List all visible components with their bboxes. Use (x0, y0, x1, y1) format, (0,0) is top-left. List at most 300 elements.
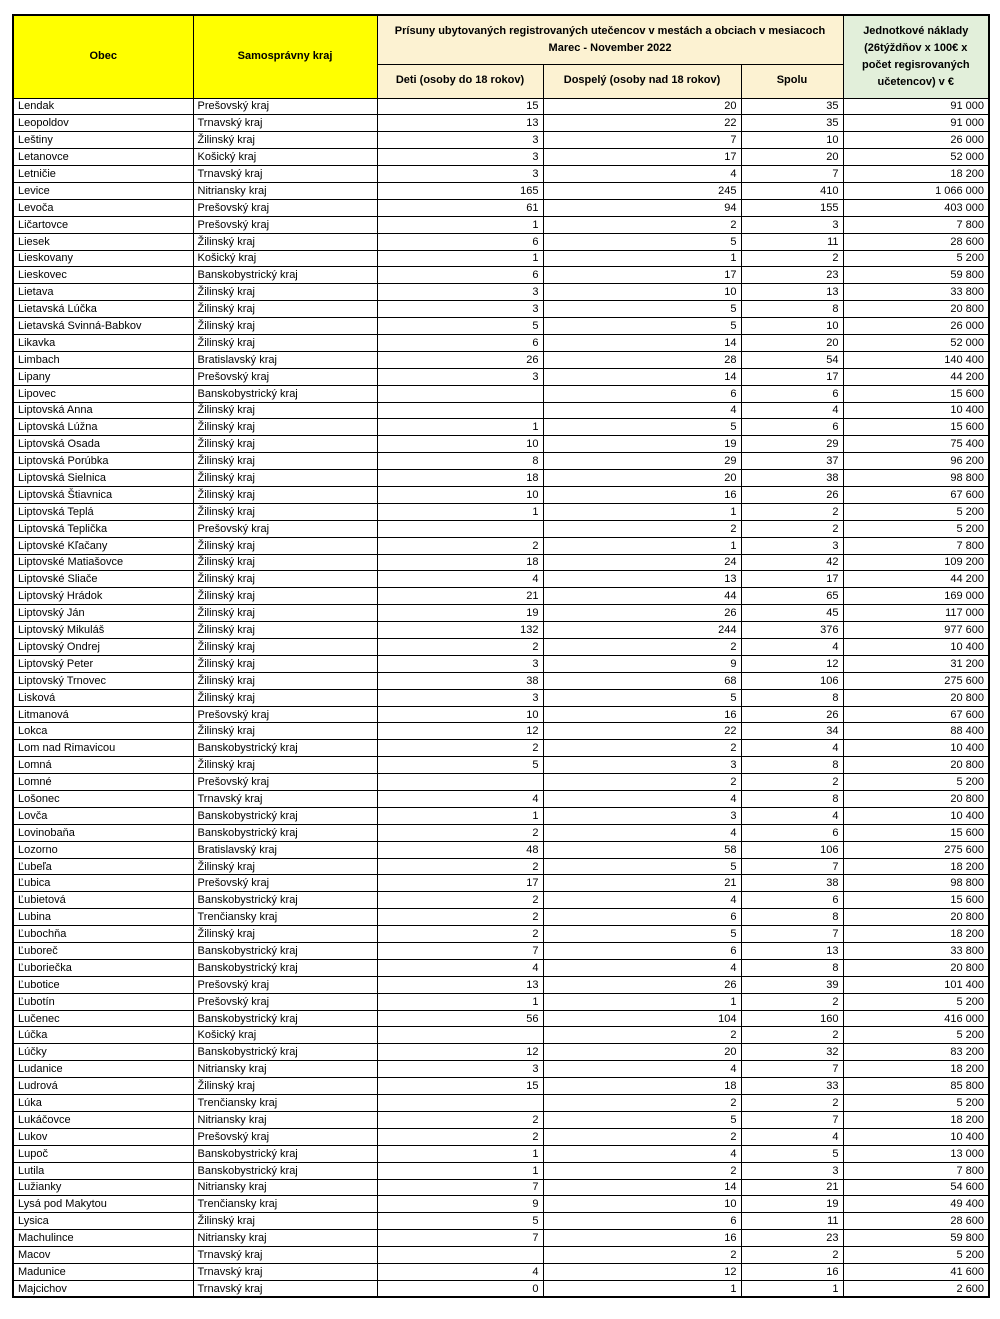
cell-spolu: 2 (741, 1247, 843, 1264)
cell-dospely: 20 (543, 1044, 741, 1061)
cell-spolu: 4 (741, 639, 843, 656)
cell-kraj: Trnavský kraj (193, 791, 377, 808)
cell-obec: Lokca (13, 723, 193, 740)
cell-dospely: 68 (543, 672, 741, 689)
cell-deti: 4 (377, 959, 543, 976)
table-row (13, 216, 989, 233)
header-jednotkove-naklady: Jednotkové náklady (26týždňov x 100€ x počet regisrovaných učetencov) v € (843, 15, 989, 98)
table-row (13, 250, 989, 267)
cell-obec: Lovča (13, 807, 193, 824)
cell-kraj: Žilinský kraj (193, 402, 377, 419)
cell-dospely: 24 (543, 554, 741, 571)
table-row (13, 149, 989, 166)
cell-obec: Lipany (13, 368, 193, 385)
cell-naklady: 101 400 (843, 976, 989, 993)
cell-deti: 18 (377, 470, 543, 487)
cell-kraj: Trenčiansky kraj (193, 1196, 377, 1213)
cell-dospely: 28 (543, 351, 741, 368)
cell-naklady: 18 200 (843, 1111, 989, 1128)
cell-naklady: 18 200 (843, 858, 989, 875)
table-row (13, 774, 989, 791)
cell-naklady: 52 000 (843, 149, 989, 166)
cell-kraj: Banskobystrický kraj (193, 740, 377, 757)
cell-deti: 5 (377, 1213, 543, 1230)
cell-dospely: 4 (543, 791, 741, 808)
table-row (13, 1280, 989, 1297)
cell-kraj: Banskobystrický kraj (193, 1162, 377, 1179)
table-row (13, 419, 989, 436)
cell-obec: Lučenec (13, 1010, 193, 1027)
cell-deti: 1 (377, 1162, 543, 1179)
cell-naklady: 18 200 (843, 1061, 989, 1078)
table-row (13, 757, 989, 774)
table-row (13, 791, 989, 808)
cell-naklady: 5 200 (843, 520, 989, 537)
cell-spolu: 42 (741, 554, 843, 571)
cell-naklady: 977 600 (843, 622, 989, 639)
cell-obec: Leopoldov (13, 115, 193, 132)
cell-spolu: 13 (741, 284, 843, 301)
table-row (13, 470, 989, 487)
cell-obec: Litmanová (13, 706, 193, 723)
cell-dospely: 16 (543, 1230, 741, 1247)
cell-dospely: 1 (543, 503, 741, 520)
cell-spolu: 8 (741, 959, 843, 976)
table-row (13, 1010, 989, 1027)
cell-kraj: Nitriansky kraj (193, 182, 377, 199)
table-row (13, 554, 989, 571)
cell-kraj: Žilinský kraj (193, 470, 377, 487)
cell-naklady: 91 000 (843, 115, 989, 132)
cell-naklady: 28 600 (843, 233, 989, 250)
cell-dospely: 4 (543, 1061, 741, 1078)
cell-obec: Liptovská Štiavnica (13, 486, 193, 503)
cell-kraj: Žilinský kraj (193, 571, 377, 588)
cell-kraj: Žilinský kraj (193, 436, 377, 453)
cell-deti: 48 (377, 841, 543, 858)
cell-spolu: 2 (741, 1027, 843, 1044)
table-row (13, 1111, 989, 1128)
cell-naklady: 275 600 (843, 672, 989, 689)
cell-naklady: 85 800 (843, 1078, 989, 1095)
cell-obec: Ľubochňa (13, 926, 193, 943)
cell-dospely: 5 (543, 233, 741, 250)
cell-naklady: 10 400 (843, 402, 989, 419)
cell-naklady: 10 400 (843, 1128, 989, 1145)
cell-obec: Lužianky (13, 1179, 193, 1196)
cell-naklady: 98 800 (843, 875, 989, 892)
cell-deti: 6 (377, 334, 543, 351)
cell-dospely: 6 (543, 385, 741, 402)
cell-kraj: Košický kraj (193, 250, 377, 267)
cell-dospely: 94 (543, 199, 741, 216)
table-row (13, 385, 989, 402)
cell-spolu: 23 (741, 1230, 843, 1247)
cell-spolu: 8 (741, 909, 843, 926)
cell-naklady: 15 600 (843, 824, 989, 841)
cell-naklady: 2 600 (843, 1280, 989, 1297)
cell-spolu: 20 (741, 334, 843, 351)
cell-deti: 2 (377, 1128, 543, 1145)
cell-spolu: 6 (741, 419, 843, 436)
cell-naklady: 1 066 000 (843, 182, 989, 199)
cell-deti: 6 (377, 233, 543, 250)
cell-dospely: 104 (543, 1010, 741, 1027)
cell-obec: Lom nad Rimavicou (13, 740, 193, 757)
cell-spolu: 5 (741, 1145, 843, 1162)
cell-dospely: 10 (543, 1196, 741, 1213)
cell-obec: Levoča (13, 199, 193, 216)
cell-dospely: 12 (543, 1263, 741, 1280)
table-row (13, 199, 989, 216)
cell-obec: Lietava (13, 284, 193, 301)
cell-spolu: 11 (741, 233, 843, 250)
cell-dospely: 21 (543, 875, 741, 892)
cell-spolu: 106 (741, 672, 843, 689)
cell-kraj: Prešovský kraj (193, 993, 377, 1010)
cell-deti: 12 (377, 1044, 543, 1061)
table-row (13, 622, 989, 639)
cell-naklady: 41 600 (843, 1263, 989, 1280)
header-group-prisuny: Prísuny ubytovaných registrovaných utečencov v mestách a obciach v mesiacoch Marec - November 2022 (377, 15, 843, 64)
cell-deti (377, 1027, 543, 1044)
cell-spolu: 4 (741, 1128, 843, 1145)
cell-naklady: 20 800 (843, 757, 989, 774)
cell-dospely: 14 (543, 368, 741, 385)
cell-obec: Ľubotín (13, 993, 193, 1010)
cell-spolu: 376 (741, 622, 843, 639)
table-row (13, 267, 989, 284)
cell-deti: 15 (377, 98, 543, 115)
cell-deti: 3 (377, 368, 543, 385)
cell-dospely: 58 (543, 841, 741, 858)
cell-kraj: Žilinský kraj (193, 1078, 377, 1095)
cell-deti: 3 (377, 689, 543, 706)
cell-kraj: Nitriansky kraj (193, 1179, 377, 1196)
cell-spolu: 35 (741, 115, 843, 132)
table-body (13, 98, 989, 1297)
cell-deti: 165 (377, 182, 543, 199)
cell-deti: 10 (377, 486, 543, 503)
cell-naklady: 7 800 (843, 537, 989, 554)
cell-kraj: Žilinský kraj (193, 672, 377, 689)
cell-dospely: 5 (543, 858, 741, 875)
cell-naklady: 59 800 (843, 1230, 989, 1247)
cell-dospely: 2 (543, 639, 741, 656)
cell-kraj: Nitriansky kraj (193, 1061, 377, 1078)
cell-obec: Liptovská Teplá (13, 503, 193, 520)
table-row (13, 318, 989, 335)
cell-spolu: 38 (741, 875, 843, 892)
cell-naklady: 7 800 (843, 1162, 989, 1179)
cell-kraj: Prešovský kraj (193, 520, 377, 537)
cell-dospely: 26 (543, 976, 741, 993)
cell-dospely: 26 (543, 605, 741, 622)
cell-dospely: 2 (543, 1128, 741, 1145)
cell-naklady: 5 200 (843, 250, 989, 267)
cell-deti: 2 (377, 892, 543, 909)
cell-dospely: 2 (543, 1247, 741, 1264)
cell-deti: 2 (377, 740, 543, 757)
cell-obec: Ľubietová (13, 892, 193, 909)
cell-dospely: 5 (543, 1111, 741, 1128)
cell-obec: Ludanice (13, 1061, 193, 1078)
cell-spolu: 2 (741, 993, 843, 1010)
cell-deti: 2 (377, 858, 543, 875)
cell-naklady: 33 800 (843, 943, 989, 960)
cell-obec: Lieskovec (13, 267, 193, 284)
cell-kraj: Žilinský kraj (193, 622, 377, 639)
cell-kraj: Žilinský kraj (193, 554, 377, 571)
header-samospravny-kraj: Samosprávny kraj (193, 15, 377, 98)
cell-naklady: 98 800 (843, 470, 989, 487)
cell-spolu: 3 (741, 1162, 843, 1179)
table-row (13, 334, 989, 351)
cell-obec: Ľubotice (13, 976, 193, 993)
cell-dospely: 7 (543, 132, 741, 149)
cell-dospely: 20 (543, 98, 741, 115)
cell-kraj: Prešovský kraj (193, 216, 377, 233)
cell-obec: Lukáčovce (13, 1111, 193, 1128)
cell-kraj: Žilinský kraj (193, 1213, 377, 1230)
cell-kraj: Žilinský kraj (193, 757, 377, 774)
table-row (13, 993, 989, 1010)
table-row (13, 588, 989, 605)
cell-kraj: Prešovský kraj (193, 98, 377, 115)
table-row (13, 486, 989, 503)
cell-obec: Macov (13, 1247, 193, 1264)
table-row (13, 1128, 989, 1145)
cell-naklady: 403 000 (843, 199, 989, 216)
cell-dospely: 4 (543, 402, 741, 419)
table-row (13, 1247, 989, 1264)
cell-naklady: 5 200 (843, 503, 989, 520)
table-header (13, 15, 989, 98)
cell-obec: Liptovská Porúbka (13, 453, 193, 470)
cell-kraj: Prešovský kraj (193, 976, 377, 993)
document-page (12, 14, 990, 1298)
cell-deti: 61 (377, 199, 543, 216)
cell-naklady: 169 000 (843, 588, 989, 605)
cell-dospely: 29 (543, 453, 741, 470)
table-row (13, 1145, 989, 1162)
cell-spolu: 4 (741, 402, 843, 419)
cell-dospely: 2 (543, 1027, 741, 1044)
cell-deti (377, 774, 543, 791)
table-row (13, 436, 989, 453)
cell-dospely: 2 (543, 216, 741, 233)
table-row (13, 571, 989, 588)
cell-kraj: Banskobystrický kraj (193, 807, 377, 824)
cell-obec: Liptovská Osada (13, 436, 193, 453)
cell-naklady: 18 200 (843, 166, 989, 183)
table-row (13, 672, 989, 689)
table-row (13, 909, 989, 926)
cell-kraj: Žilinský kraj (193, 605, 377, 622)
table-row (13, 1162, 989, 1179)
cell-spolu: 2 (741, 774, 843, 791)
cell-kraj: Banskobystrický kraj (193, 1044, 377, 1061)
cell-deti: 1 (377, 1145, 543, 1162)
cell-spolu: 8 (741, 689, 843, 706)
cell-deti (377, 1247, 543, 1264)
cell-spolu: 2 (741, 520, 843, 537)
cell-naklady: 140 400 (843, 351, 989, 368)
cell-naklady: 83 200 (843, 1044, 989, 1061)
cell-deti: 2 (377, 824, 543, 841)
cell-naklady: 52 000 (843, 334, 989, 351)
cell-spolu: 106 (741, 841, 843, 858)
table-row (13, 976, 989, 993)
cell-dospely: 4 (543, 1145, 741, 1162)
cell-kraj: Žilinský kraj (193, 233, 377, 250)
cell-spolu: 7 (741, 166, 843, 183)
cell-kraj: Trnavský kraj (193, 1263, 377, 1280)
cell-naklady: 20 800 (843, 689, 989, 706)
table-row (13, 1196, 989, 1213)
table-row (13, 351, 989, 368)
cell-naklady: 26 000 (843, 318, 989, 335)
cell-deti: 2 (377, 1111, 543, 1128)
cell-obec: Liesek (13, 233, 193, 250)
cell-naklady: 5 200 (843, 774, 989, 791)
cell-kraj: Žilinský kraj (193, 132, 377, 149)
cell-obec: Lomné (13, 774, 193, 791)
cell-spolu: 17 (741, 571, 843, 588)
table-row (13, 402, 989, 419)
cell-kraj: Žilinský kraj (193, 655, 377, 672)
table-row (13, 537, 989, 554)
table-row (13, 740, 989, 757)
cell-naklady: 26 000 (843, 132, 989, 149)
cell-naklady: 15 600 (843, 892, 989, 909)
cell-dospely: 2 (543, 1162, 741, 1179)
cell-naklady: 5 200 (843, 1247, 989, 1264)
cell-kraj: Banskobystrický kraj (193, 385, 377, 402)
cell-spolu: 21 (741, 1179, 843, 1196)
table-row (13, 723, 989, 740)
cell-dospely: 10 (543, 284, 741, 301)
cell-obec: Likavka (13, 334, 193, 351)
cell-obec: Limbach (13, 351, 193, 368)
cell-kraj: Žilinský kraj (193, 689, 377, 706)
cell-dospely: 5 (543, 419, 741, 436)
cell-obec: Liptovský Trnovec (13, 672, 193, 689)
cell-dospely: 14 (543, 1179, 741, 1196)
cell-dospely: 244 (543, 622, 741, 639)
cell-dospely: 1 (543, 250, 741, 267)
cell-kraj: Banskobystrický kraj (193, 892, 377, 909)
cell-deti: 1 (377, 250, 543, 267)
cell-spolu: 6 (741, 385, 843, 402)
cell-deti (377, 402, 543, 419)
table-row (13, 1027, 989, 1044)
cell-dospely: 3 (543, 757, 741, 774)
cell-naklady: 33 800 (843, 284, 989, 301)
cell-kraj: Žilinský kraj (193, 486, 377, 503)
table-row (13, 1044, 989, 1061)
cell-deti: 3 (377, 301, 543, 318)
cell-spolu: 39 (741, 976, 843, 993)
cell-spolu: 33 (741, 1078, 843, 1095)
cell-kraj: Trnavský kraj (193, 115, 377, 132)
cell-obec: Lovinobaňa (13, 824, 193, 841)
table-row (13, 1095, 989, 1112)
cell-kraj: Žilinský kraj (193, 284, 377, 301)
cell-naklady: 96 200 (843, 453, 989, 470)
cell-obec: Ľuboriečka (13, 959, 193, 976)
cell-dospely: 5 (543, 926, 741, 943)
cell-dospely: 16 (543, 486, 741, 503)
table-row (13, 1078, 989, 1095)
table-row (13, 841, 989, 858)
cell-obec: Liptovské Kľačany (13, 537, 193, 554)
cell-deti (377, 1095, 543, 1112)
cell-kraj: Prešovský kraj (193, 199, 377, 216)
cell-naklady: 67 600 (843, 486, 989, 503)
cell-kraj: Žilinský kraj (193, 334, 377, 351)
cell-dospely: 3 (543, 807, 741, 824)
cell-kraj: Žilinský kraj (193, 503, 377, 520)
cell-spolu: 8 (741, 301, 843, 318)
cell-obec: Liptovský Hrádok (13, 588, 193, 605)
cell-deti: 21 (377, 588, 543, 605)
cell-spolu: 32 (741, 1044, 843, 1061)
cell-deti: 3 (377, 166, 543, 183)
cell-kraj: Prešovský kraj (193, 774, 377, 791)
cell-deti: 10 (377, 706, 543, 723)
cell-kraj: Žilinský kraj (193, 419, 377, 436)
cell-spolu: 38 (741, 470, 843, 487)
cell-naklady: 20 800 (843, 791, 989, 808)
cell-dospely: 20 (543, 470, 741, 487)
cell-spolu: 2 (741, 250, 843, 267)
cell-spolu: 6 (741, 824, 843, 841)
table-row (13, 689, 989, 706)
cell-kraj: Banskobystrický kraj (193, 824, 377, 841)
cell-dospely: 4 (543, 166, 741, 183)
cell-naklady: 10 400 (843, 740, 989, 757)
cell-dospely: 4 (543, 892, 741, 909)
cell-obec: Liptovský Peter (13, 655, 193, 672)
cell-deti: 13 (377, 976, 543, 993)
cell-obec: Letničie (13, 166, 193, 183)
cell-spolu: 8 (741, 791, 843, 808)
cell-deti (377, 385, 543, 402)
cell-kraj: Žilinský kraj (193, 318, 377, 335)
cell-naklady: 5 200 (843, 993, 989, 1010)
cell-kraj: Bratislavský kraj (193, 841, 377, 858)
cell-dospely: 1 (543, 993, 741, 1010)
table-row (13, 1213, 989, 1230)
cell-dospely: 13 (543, 571, 741, 588)
cell-naklady: 20 800 (843, 909, 989, 926)
cell-obec: Madunice (13, 1263, 193, 1280)
cell-naklady: 49 400 (843, 1196, 989, 1213)
cell-spolu: 45 (741, 605, 843, 622)
table-row (13, 706, 989, 723)
cell-spolu: 19 (741, 1196, 843, 1213)
cell-obec: Leštiny (13, 132, 193, 149)
cell-spolu: 23 (741, 267, 843, 284)
cell-obec: Letanovce (13, 149, 193, 166)
cell-deti: 5 (377, 318, 543, 335)
cell-spolu: 3 (741, 216, 843, 233)
cell-dospely: 14 (543, 334, 741, 351)
header-obec: Obec (13, 15, 193, 98)
cell-naklady: 13 000 (843, 1145, 989, 1162)
cell-dospely: 22 (543, 723, 741, 740)
